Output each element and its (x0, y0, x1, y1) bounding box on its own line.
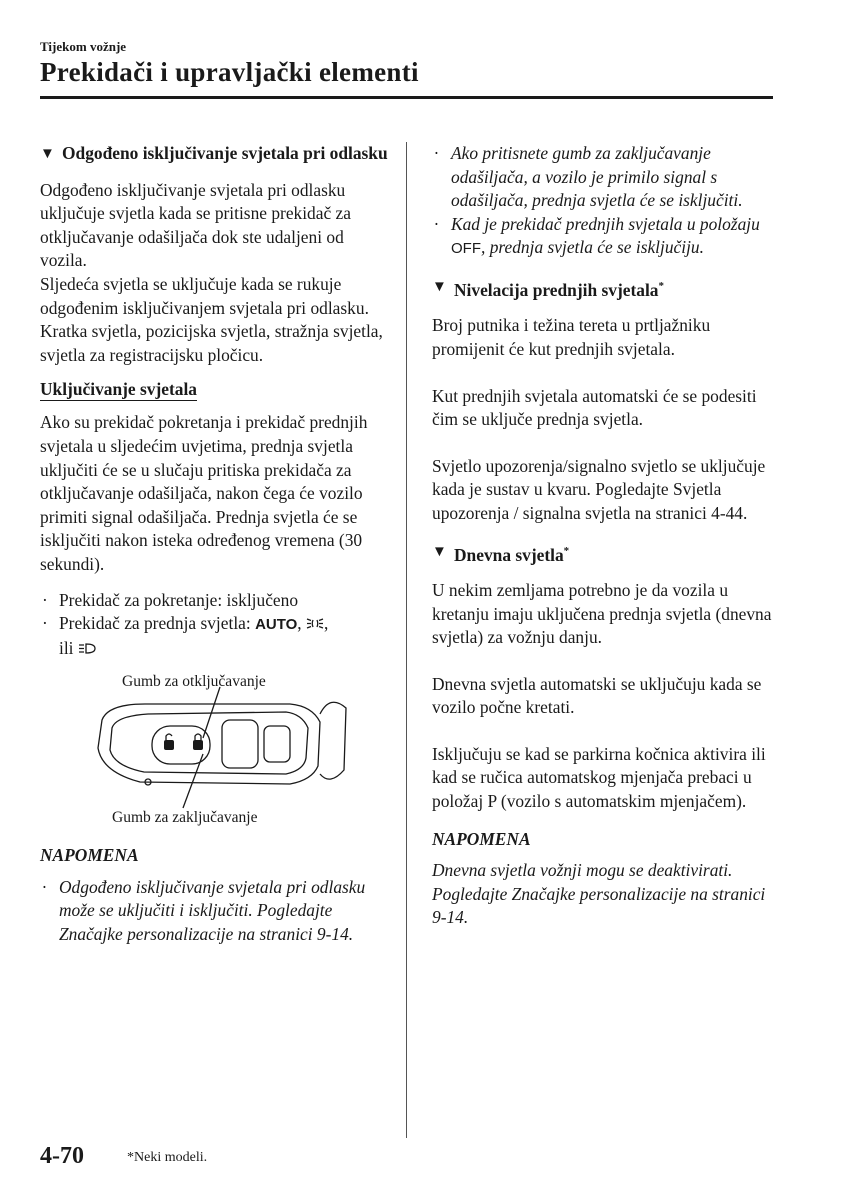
bullet-dot-icon: · (42, 589, 48, 610)
paragraph: Kratka svjetla, pozicijska svjetla, stražnja svjetla, svjetla za registracijsku pločicu. (40, 321, 383, 365)
title-rule (40, 96, 773, 99)
lock-conditions-list (432, 142, 777, 261)
note-title: NAPOMENA (40, 845, 139, 866)
triangle-marker-icon: ▼ (40, 146, 55, 162)
bullet-dot-icon: · (434, 213, 439, 234)
section-label: Tijekom vožnje (40, 39, 127, 54)
list-item: · Prekidač za pokretanje: isključeno (40, 589, 388, 613)
paragraph: Dnevna svjetla automatski se uključuju kada se vozilo počne kretati. (432, 673, 762, 718)
triangle-marker-icon: ▼ (432, 278, 447, 295)
heading-daytime-lights: ▼ Dnevna svjetla* (432, 540, 777, 567)
conditions-list (40, 589, 388, 661)
paragraph: Odgođeno isključivanje svjetala pri odlasku uključuje svjetla kada se pritisne prekidač za otključavanje odašiljača dok ste udaljeni od vozila. (40, 179, 351, 271)
heading-delayed-lights (40, 142, 388, 167)
lock-button-label: Gumb za zaključavanje (112, 809, 258, 827)
list-item: · Ako pritisnete gumb za zaključavanje odašiljača, a vozilo je primilo signal s odašiljača, prednja svjetla će se isključiti. (432, 142, 777, 213)
bullet-dot-icon: · (42, 876, 47, 897)
subheading-lights-on: Uključivanje svjetala (40, 379, 197, 400)
list-item: · Kad je prekidač prednjih svjetala u položaju OFF, prednja svjetla će se isključiju. (432, 213, 777, 261)
list-item: · Prekidač za prednja svjetla: AUTO, , ili (40, 612, 388, 660)
paragraph: Broj putnika i težina tereta u prtljažniku promijenit će kut prednjih svjetala. (432, 315, 711, 359)
list-item: · Odgođeno isključivanje svjetala pri odlasku može se uključiti i isključiti. Pogledajte Značajke personalizacije na stranici 9-14. (40, 876, 388, 947)
note-title: NAPOMENA (432, 828, 531, 849)
bullet-dot-icon: · (434, 143, 439, 163)
unlock-button-label: Gumb za otključavanje (122, 673, 266, 691)
key-fob-drawing (40, 670, 388, 830)
left-column (40, 142, 388, 947)
note-list (40, 876, 388, 947)
paragraph: U nekim zemljama potrebno je da vozila u kretanju imaju uključena prednja svjetla (dnevna svjetla) za vožnju danju. (432, 579, 772, 648)
heading-text: Odgođeno isključivanje svjetala pri odlasku (62, 143, 388, 163)
footnote: *Neki modeli. (127, 1150, 208, 1165)
position-lights-icon (306, 617, 324, 630)
paragraph: Sljedeća svjetla se uključuje kada se rukuje odgođenim isključivanjem svjetala pri odlasku. (40, 273, 369, 318)
headlight-icon (78, 642, 96, 655)
key-fob-figure (40, 670, 388, 830)
page-number: 4-70 (40, 1143, 84, 1169)
bullet-dot-icon: · (42, 613, 48, 634)
note-text: Dnevna svjetla vožnji mogu se deaktivirati. Pogledajte Značajke personalizacije na stranici 9-14. (432, 860, 766, 928)
paragraph: Ako su prekidač pokretanja i prekidač prednjih svjetala u sljedećim uvjetima, prednja svjetla uključiti će se u slučaju pritiska prekidača za otključavanje odašiljača, nakon čega će vozilo primiti signal odašiljača. Prednja svjetla će se isključiti nakon isteka određenog vremena (30 sekundi). (40, 412, 368, 574)
column-divider (406, 142, 407, 1138)
auto-symbol: AUTO (255, 616, 298, 634)
paragraph: Kut prednjih svjetala automatski će se podesiti čim se uključe prednja svjetla. (432, 385, 757, 430)
paragraph: Isključuju se kad se parkirna kočnica aktivira ili kad se ručica automatskog mjenjača prebaci u položaj P (vozilo s automatskim mjenjačem). (432, 743, 766, 812)
right-column (432, 142, 777, 930)
triangle-marker-icon: ▼ (432, 543, 447, 560)
paragraph: Svjetlo upozorenja/signalno svjetlo se uključuje kada je sustav u kvaru. Pogledajte Svjetla upozorenja / signalna svjetla na stranici 4-44. (432, 455, 766, 523)
off-symbol: OFF (451, 240, 481, 258)
heading-leveling: ▼ Nivelacija prednjih svjetala* (432, 275, 777, 302)
page-title: Prekidači i upravljački elementi (40, 57, 419, 87)
